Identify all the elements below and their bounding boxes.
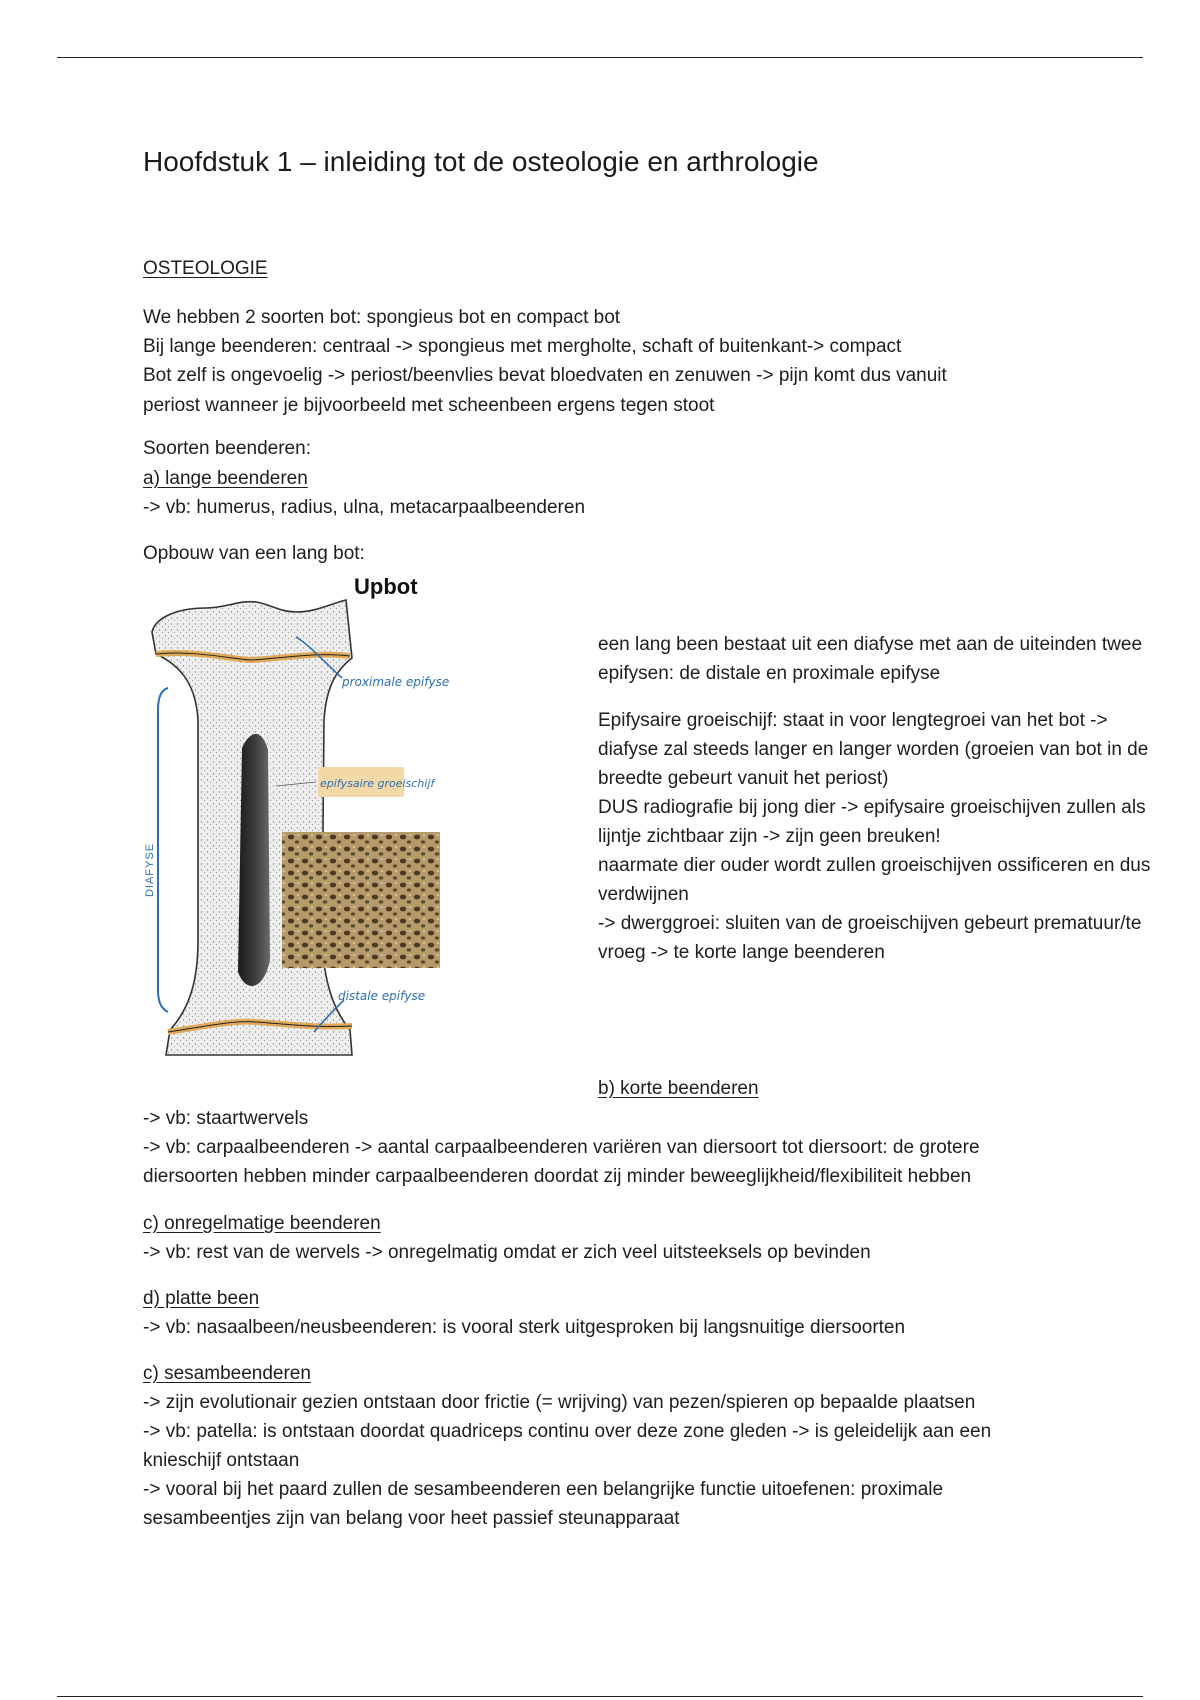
- footer-rule: [57, 1696, 1143, 1697]
- irregular-bones-heading: c) onregelmatige beenderen: [143, 1213, 381, 1234]
- short-bones-line: diersoorten hebben minder carpaalbeenderen doordat zij minder beweeglijkheid/flexibiliteit hebben: [143, 1166, 972, 1187]
- diaphysis-bracket: [158, 688, 168, 1012]
- medullary-cavity: [238, 734, 270, 986]
- sesamoid-bones-line: sesambeentjes zijn van belang voor heet passief steunapparaat: [143, 1508, 680, 1529]
- short-bones-line: -> vb: staartwervels: [143, 1108, 309, 1129]
- spongy-bone-photo: [282, 832, 440, 968]
- growth-line: lijntje zichtbaar zijn -> zijn geen breuken!: [598, 826, 941, 847]
- intro-line: periost wanneer je bijvoorbeeld met scheenbeen ergens tegen stoot: [143, 395, 715, 416]
- short-bones-line: -> vb: carpaalbeenderen -> aantal carpaalbeenderen variëren van diersoort tot diersoort: de grotere: [143, 1137, 980, 1158]
- flat-bones-heading: d) platte been: [143, 1288, 260, 1309]
- sesamoid-bones-heading: c) sesambeenderen: [143, 1363, 311, 1384]
- flat-bones-line: -> vb: nasaalbeen/neusbeenderen: is vooral sterk uitgesproken bij langsnuitige diersoorten: [143, 1317, 906, 1338]
- growth-line: Epifysaire groeischijf: staat in voor lengtegroei van het bot ->: [598, 710, 1108, 731]
- growth-line: DUS radiografie bij jong dier -> epifysaire groeischijven zullen als: [598, 797, 1146, 818]
- long-bone-structure-label: Opbouw van een lang bot:: [143, 543, 365, 564]
- growth-line: naarmate dier ouder wordt zullen groeischijven ossificeren en dus: [598, 855, 1151, 876]
- long-bones-heading: a) lange beenderen: [143, 468, 308, 489]
- description-line: epifysen: de distale en proximale epifyse: [598, 663, 941, 684]
- intro-line: Bot zelf is ongevoelig -> periost/beenvlies bevat bloedvaten en zenuwen -> pijn komt dus vanuit: [143, 365, 947, 386]
- growth-line: diafyse zal steeds langer en langer worden (groeien van bot in de: [598, 739, 1149, 760]
- sesamoid-bones-line: -> vb: patella: is ontstaan doordat quadriceps continu over deze zone gleden -> is geleidelijk aan een: [143, 1421, 992, 1442]
- growth-line: -> dwerggroei: sluiten van de groeischijven gebeurt prematuur/te: [598, 913, 1142, 934]
- section-heading-osteologie: OSTEOLOGIE: [143, 258, 268, 279]
- sesamoid-bones-line: -> zijn evolutionair gezien ontstaan door frictie (= wrijving) van pezen/spieren op bepaalde plaatsen: [143, 1392, 976, 1413]
- description-line: een lang been bestaat uit een diafyse met aan de uiteinden twee: [598, 634, 1143, 655]
- long-bone-figure: [144, 574, 450, 1055]
- diaphysis-label: DIAFYSE: [144, 842, 156, 898]
- distal-epiphysis-label: distale epifyse: [338, 989, 426, 1003]
- intro-line: Bij lange beenderen: centraal -> spongieus met mergholte, schaft of buitenkant-> compact: [143, 336, 902, 357]
- irregular-bones-line: -> vb: rest van de wervels -> onregelmatig omdat er zich veel uitsteeksels op bevinden: [143, 1242, 871, 1263]
- long-bones-example: -> vb: humerus, radius, ulna, metacarpaalbeenderen: [143, 497, 586, 518]
- intro-line: We hebben 2 soorten bot: spongieus bot en compact bot: [143, 307, 621, 328]
- growth-plate-label: epifysaire groeischijf: [320, 777, 435, 790]
- figure-title: Upbot: [354, 574, 418, 599]
- growth-line: vroeg -> te korte lange beenderen: [598, 942, 885, 963]
- page-title: Hoofdstuk 1 – inleiding tot de osteologie en arthrologie: [143, 146, 819, 177]
- growth-line: verdwijnen: [598, 884, 689, 905]
- sesamoid-bones-line: -> vooral bij het paard zullen de sesambeenderen een belangrijke functie uitoefenen: proximale: [143, 1479, 944, 1500]
- proximal-epiphysis-label: proximale epifyse: [342, 675, 450, 689]
- short-bones-heading: b) korte beenderen: [598, 1078, 759, 1099]
- bone-types-intro: Soorten beenderen:: [143, 438, 311, 459]
- sesamoid-bones-line: knieschijf ontstaan: [143, 1450, 300, 1471]
- header-rule: [57, 57, 1143, 58]
- growth-line: breedte gebeurt vanuit het periost): [598, 768, 889, 789]
